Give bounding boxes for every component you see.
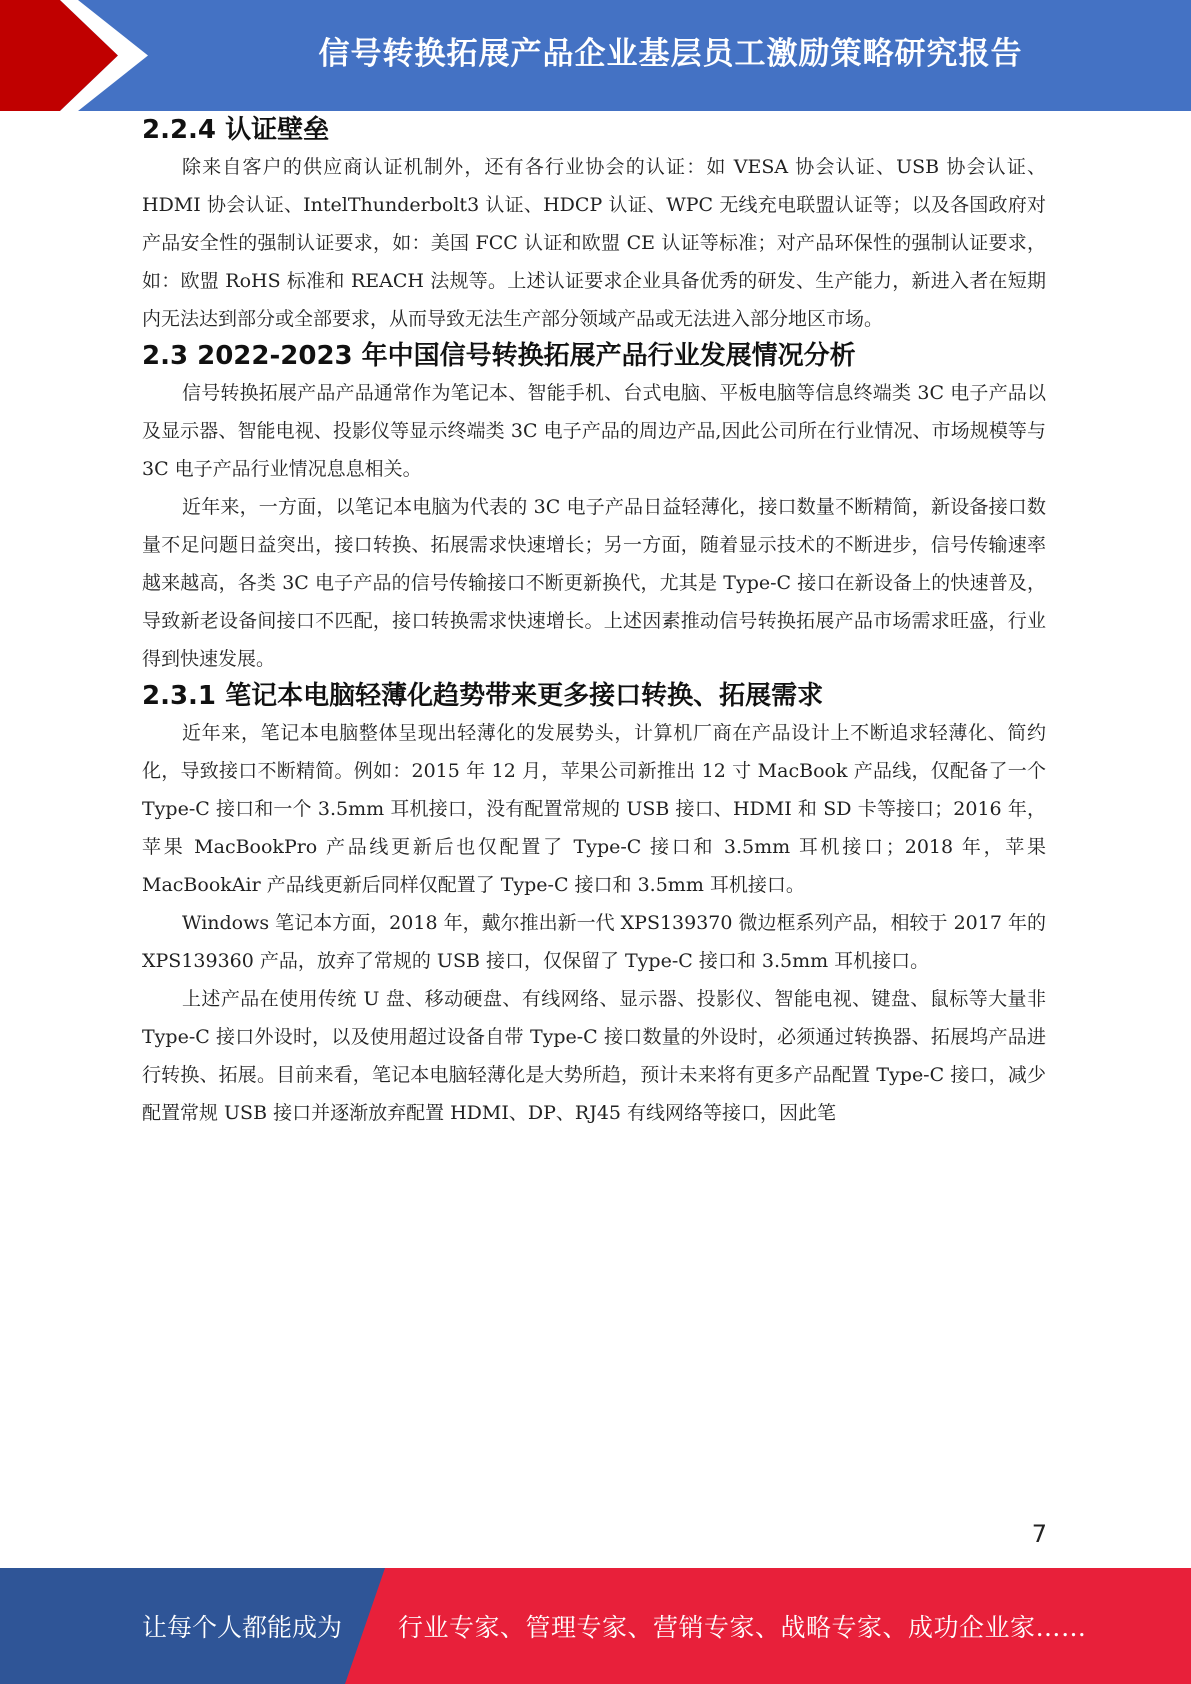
paragraph: 除来自客户的供应商认证机制外，还有各行业协会的认证：如 VESA 协会认证、USB 协会认证、HDMI 协会认证、IntelThunderbolt3 认证、HDCP 认证、WPC 无线充电联盟认证等；以及各国政府对产品安全性的强制认证要求，如：美国 FCC 认证和欧盟 CE 认证等标准；对产品环保性的强制认证要求，如：欧盟 RoHS 标准和 REACH 法规等。上述认证要求企业具备优秀的研发、生产能力，新进入者在短期内无法达到部分或全部要求，从而导致无法生产部分领域产品或无法进入部分地区市场。 (142, 156, 1046, 330)
section-heading-certification-barrier: 2.2.4 认证壁垒 (142, 115, 330, 145)
paragraph: 上述产品在使用传统 U 盘、移动硬盘、有线网络、显示器、投影仪、智能电视、键盘、鼠标等大量非 Type-C 接口外设时，以及使用超过设备自带 Type-C 接口数量的外设时，必须通过转换器、拓展坞产品进行转换、拓展。目前来看，笔记本电脑轻薄化是大势所趋，预计未来将有更多产品配置 Type-C 接口，减少配置常规 USB 接口并逐渐放弃配置 HDMI、DP、RJ45 有线网络等接口，因此笔 (142, 988, 1046, 1124)
section-heading-industry-analysis: 2.3 2022-2023 年中国信号转换拓展产品行业发展情况分析 (142, 341, 856, 371)
paragraph: 近年来，一方面，以笔记本电脑为代表的 3C 电子产品日益轻薄化，接口数量不断精简，新设备接口数量不足问题日益突出，接口转换、拓展需求快速增长；另一方面，随着显示技术的不断进步，信号传输速率越来越高，各类 3C 电子产品的信号传输接口不断更新换代，尤其是 Type-C 接口在新设备上的快速普及，导致新老设备间接口不匹配，接口转换需求快速增长。上述因素推动信号转换拓展产品市场需求旺盛，行业得到快速发展。 (142, 496, 1046, 670)
paragraph: 近年来，笔记本电脑整体呈现出轻薄化的发展势头，计算机厂商在产品设计上不断追求轻薄化、简约化，导致接口不断精简。例如：2015 年 12 月，苹果公司新推出 12 寸 MacBook 产品线，仅配备了一个 Type-C 接口和一个 3.5mm 耳机接口，没有配置常规的 USB 接口、HDMI 和 SD 卡等接口；2016 年，苹果 MacBookPro 产品线更新后也仅配置了 Type-C 接口和 3.5mm 耳机接口；2018 年，苹果 MacBookAir 产品线更新后同样仅配置了 Type-C 接口和 3.5mm 耳机接口。 (142, 722, 1046, 896)
footer-slogan-left: 让每个人都能成为 (142, 1613, 343, 1642)
page-header (0, 0, 1191, 111)
page-footer (0, 1568, 1191, 1684)
footer-slogan-right: 行业专家、管理专家、营销专家、战略专家、成功企业家…… (398, 1613, 1087, 1642)
page-number: 7 (1031, 1520, 1047, 1548)
section-heading-laptop-trend: 2.3.1 笔记本电脑轻薄化趋势带来更多接口转换、拓展需求 (142, 681, 824, 711)
header-arrow-decoration (0, 0, 150, 111)
header-title: 信号转换拓展产品企业基层员工激励策略研究报告 (318, 35, 1023, 72)
paragraph: Windows 笔记本方面，2018 年，戴尔推出新一代 XPS139370 微边框系列产品，相较于 2017 年的 XPS139360 产品，放弃了常规的 USB 接口，仅保留了 Type-C 接口和 3.5mm 耳机接口。 (142, 912, 1046, 972)
document-body (142, 112, 1046, 1132)
paragraph: 信号转换拓展产品产品通常作为笔记本、智能手机、台式电脑、平板电脑等信息终端类 3C 电子产品以及显示器、智能电视、投影仪等显示终端类 3C 电子产品的周边产品,因此公司所在行业情况、市场规模等与 3C 电子产品行业情况息息相关。 (142, 382, 1046, 480)
